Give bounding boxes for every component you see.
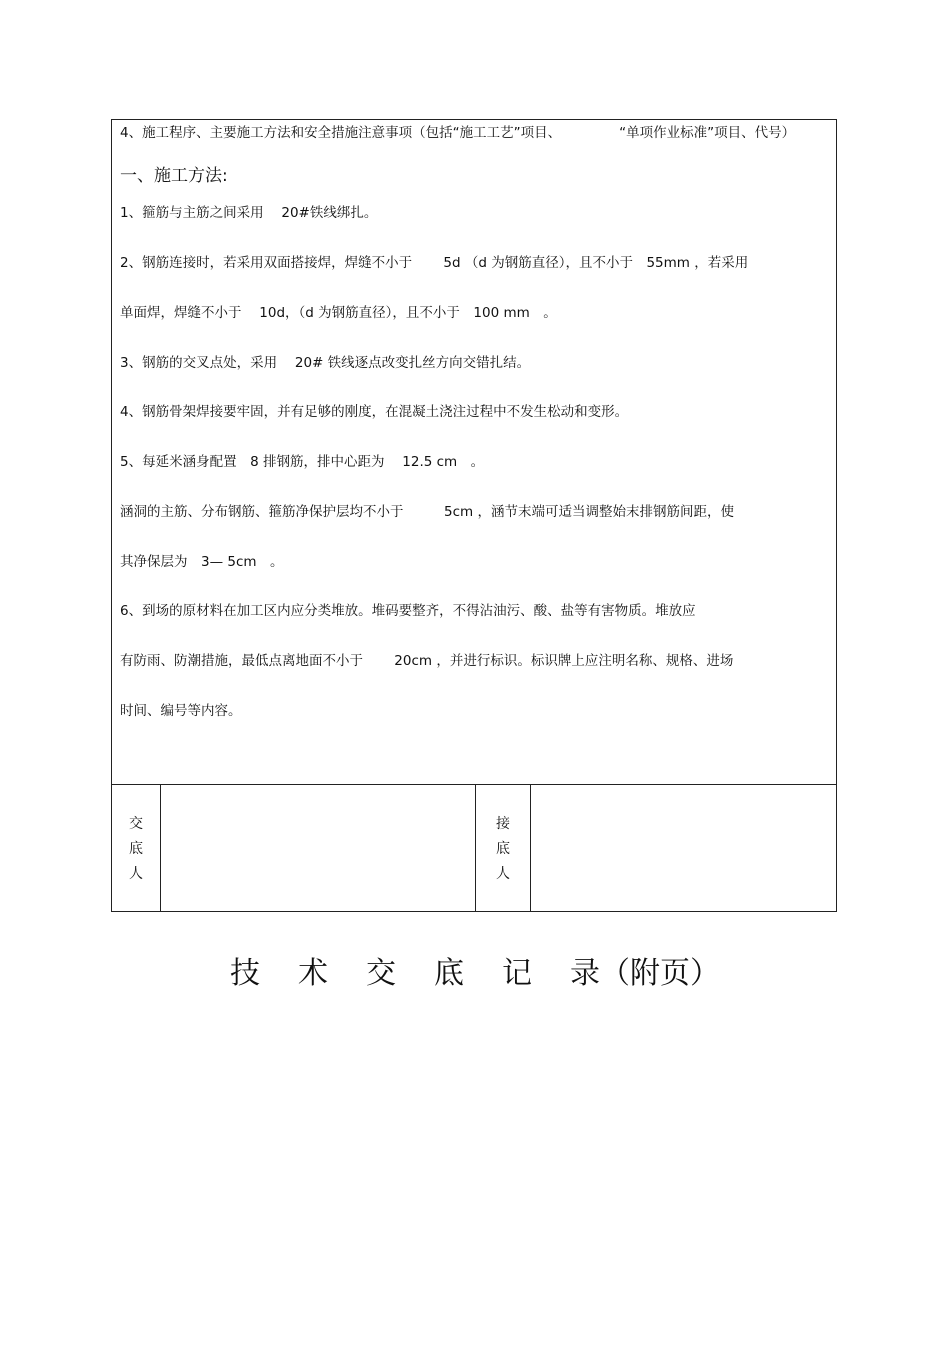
paragraph: 单面焊，焊缝不小于 10d，（d 为钢筋直径），且不小于 100 mm 。 xyxy=(120,305,557,321)
paragraph: 时间、编号等内容。 xyxy=(120,703,242,719)
paragraph: 其净保层为 3— 5cm 。 xyxy=(120,554,284,570)
header-line-c: 目、代号） xyxy=(727,125,796,141)
receiver-person-label: 接 底 人 xyxy=(496,816,510,882)
paragraph: 6、到场的原材料在加工区内应分类堆放。堆码要整齐，不得沾油污、酸、盐等有害物质。堆放应 xyxy=(120,603,696,619)
section-title: 一、施工方法: xyxy=(120,166,228,186)
content-cell xyxy=(112,120,836,784)
receiver-person-field[interactable] xyxy=(531,785,836,912)
header-line-b: “单项作业标准”项 xyxy=(619,125,728,141)
paragraph: 1、箍筋与主筋之间采用 20#铁线绑扎。 xyxy=(120,205,378,221)
header-line-a: 4、施工程序、主要施工方法和安全措施注意事项（包括“施工工艺”项目、 xyxy=(120,125,562,141)
paragraph: 有防雨、防潮措施，最低点离地面不小于 20cm ，并进行标识。标识牌上应注明名称、规格、进场 xyxy=(120,653,734,669)
paragraph: 涵洞的主筋、分布钢筋、箍筋净保护层均不小于 5cm ，涵节末端可适当调整始末排钢筋间距，使 xyxy=(120,504,734,520)
paragraph: 4、钢筋骨架焊接要牢固，并有足够的刚度，在混凝土浇注过程中不发生松动和变形。 xyxy=(120,404,629,420)
handover-person-label: 交 底 人 xyxy=(129,816,143,882)
paragraph: 2、钢筋连接时，若采用双面搭接焊，焊缝不小于 5d （d 为钢筋直径），且不小于 55mm ，若采用 xyxy=(120,255,749,271)
paragraph: 3、钢筋的交叉点处，采用 20# 铁线逐点改变扎丝方向交错扎结。 xyxy=(120,355,531,371)
technical-disclosure-table xyxy=(111,119,837,912)
page-title: 技 术 交 底 记 录（附页） xyxy=(230,956,720,991)
header-text xyxy=(120,122,832,144)
paragraph: 5、每延米涵身配置 8 排钢筋，排中心距为 12.5 cm 。 xyxy=(120,454,485,470)
handover-person-field[interactable] xyxy=(161,785,475,912)
